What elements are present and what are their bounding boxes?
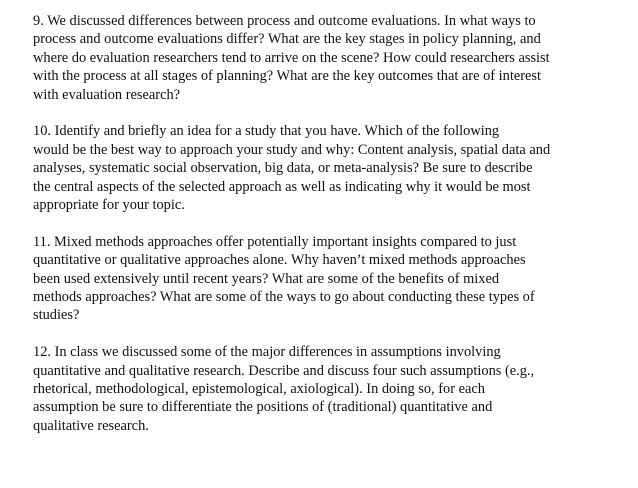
question-line: 12. In class we discussed some of the major differences in assumptions involving — [33, 344, 501, 361]
question-line: appropriate for your topic. — [33, 197, 185, 214]
question-line: assumption be sure to differentiate the positions of (traditional) quantitative and — [33, 399, 493, 416]
question-10 — [33, 122, 623, 214]
question-line: quantitative and qualitative research. Describe and discuss four such assumptions (e.g., — [33, 362, 535, 379]
question-line: would be the best way to approach your study and why: Content analysis, spatial data and — [33, 141, 551, 158]
question-line: with evaluation research? — [33, 86, 181, 103]
question-line: the central aspects of the selected approach as well as indicating why it would be most — [33, 178, 531, 195]
document-page — [33, 12, 623, 435]
question-line: with the process at all stages of planning? What are the key outcomes that are of interest — [33, 68, 542, 85]
question-12 — [33, 343, 623, 435]
question-line: analyses, systematic social observation, big data, or meta-analysis? Be sure to describe — [33, 160, 533, 177]
question-line: been used extensively until recent years? What are some of the benefits of mixed — [33, 270, 500, 287]
question-line: qualitative research. — [33, 417, 149, 434]
question-line: quantitative or qualitative approaches alone. Why haven’t mixed methods approaches — [33, 252, 526, 269]
question-11 — [33, 233, 623, 325]
question-9 — [33, 12, 623, 104]
question-line: rhetorical, methodological, epistemological, axiological). In doing so, for each — [33, 381, 485, 398]
question-line: 10. Identify and briefly an idea for a study that you have. Which of the following — [33, 123, 500, 140]
question-line: process and outcome evaluations differ? What are the key stages in policy planning, and — [33, 31, 541, 48]
question-line: 9. We discussed differences between process and outcome evaluations. In what ways to — [33, 13, 536, 29]
question-line: where do evaluation researchers tend to arrive on the scene? How could researchers assist — [33, 49, 550, 66]
question-line: 11. Mixed methods approaches offer potentially important insights compared to just — [33, 233, 517, 250]
question-line: methods approaches? What are some of the ways to go about conducting these types of — [33, 289, 535, 306]
question-line: studies? — [33, 307, 80, 324]
